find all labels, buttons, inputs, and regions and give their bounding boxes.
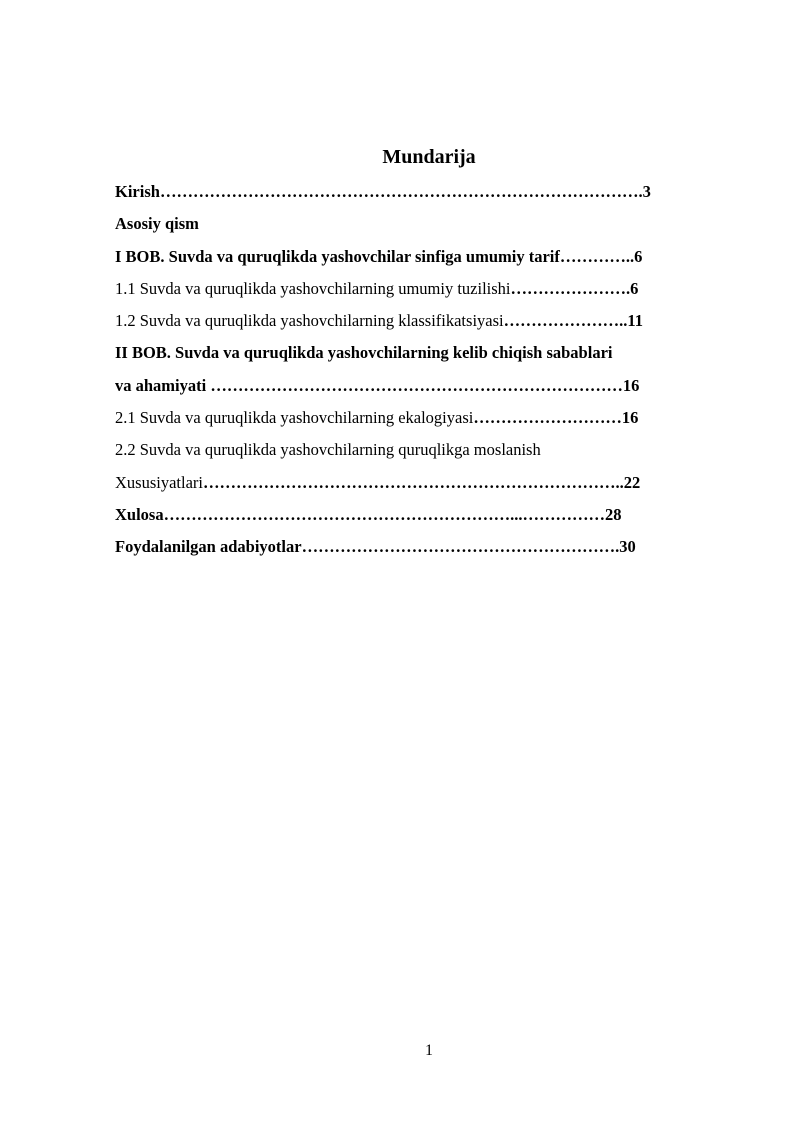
toc-entry-page: 16 <box>622 375 640 395</box>
toc-entry-leader: …………………. <box>510 278 631 298</box>
toc-entry-section-2-1 <box>115 404 735 436</box>
toc-entry-text: II BOB. Suvda va quruqlikda yashovchilarning kelib chiqish sabablari <box>115 343 613 363</box>
table-of-contents <box>115 178 735 566</box>
toc-entry-text: Kirish <box>115 182 160 201</box>
page-number: 1 <box>425 1042 433 1059</box>
toc-entry-chapter-1 <box>115 243 735 275</box>
toc-entry-leader: …………………………………………………. <box>301 537 620 557</box>
toc-entry-text: 2.1 Suvda va quruqlikda yashovchilarning ekalogiyasi <box>115 408 474 428</box>
toc-entry-text: Asosiy qism <box>115 214 199 234</box>
toc-entry-chapter-2 <box>115 339 735 371</box>
toc-entry-page: ..22 <box>615 472 641 492</box>
toc-entry-kirish <box>115 178 735 210</box>
toc-entry-page: 28 <box>604 504 622 524</box>
toc-entry-chapter-2-cont <box>115 372 735 404</box>
toc-entry-text: Foydalanilgan adabiyotlar <box>115 537 302 557</box>
toc-entry-leader: ……………………… <box>473 408 622 428</box>
toc-entry-page: 30 <box>619 537 636 557</box>
toc-entry-page: ..6 <box>625 246 643 266</box>
toc-entry-adabiyotlar <box>115 533 735 565</box>
toc-entry-page: .3 <box>638 182 651 201</box>
toc-entry-section-2-2-cont <box>115 469 735 501</box>
toc-entry-section-1-1 <box>115 275 735 307</box>
toc-entry-section-1-2 <box>115 307 735 339</box>
toc-entry-xulosa <box>115 501 735 533</box>
toc-entry-leader: ………………………………………………………………… <box>203 472 616 492</box>
toc-entry-leader: ………………………………………………………………… <box>210 375 623 395</box>
toc-entry-leader: ………… <box>559 246 626 266</box>
toc-entry-page: 6 <box>630 278 639 298</box>
toc-entry-text: I BOB. Suvda va quruqlikda yashovchilar sinfiga umumiy tarif <box>115 246 560 266</box>
toc-entry-leader: ………………… <box>503 311 620 331</box>
page-title: Mundarija <box>382 146 476 168</box>
toc-entry-text: 1.1 Suvda va quruqlikda yashovchilarning umumiy tuzilishi <box>115 278 511 298</box>
toc-entry-section-2-2 <box>115 436 735 468</box>
toc-entry-text: 1.2 Suvda va quruqlikda yashovchilarning klassifikatsiyasi <box>115 311 504 331</box>
toc-entry-page: ..11 <box>619 311 643 331</box>
toc-entry-page: 16 <box>621 408 639 428</box>
toc-entry-leader: ………………………………………………………...…………… <box>163 504 605 524</box>
toc-entry-text: 2.2 Suvda va quruqlikda yashovchilarning quruqlikga moslanish <box>115 440 541 460</box>
toc-entry-asosiy-qism <box>115 210 735 242</box>
toc-entry-leader: …………………………………………………………………………… <box>159 182 639 201</box>
toc-entry-text: va ahamiyati <box>115 375 211 395</box>
toc-entry-text: Xususiyatlari <box>115 472 203 492</box>
toc-entry-text: Xulosa <box>115 504 164 524</box>
